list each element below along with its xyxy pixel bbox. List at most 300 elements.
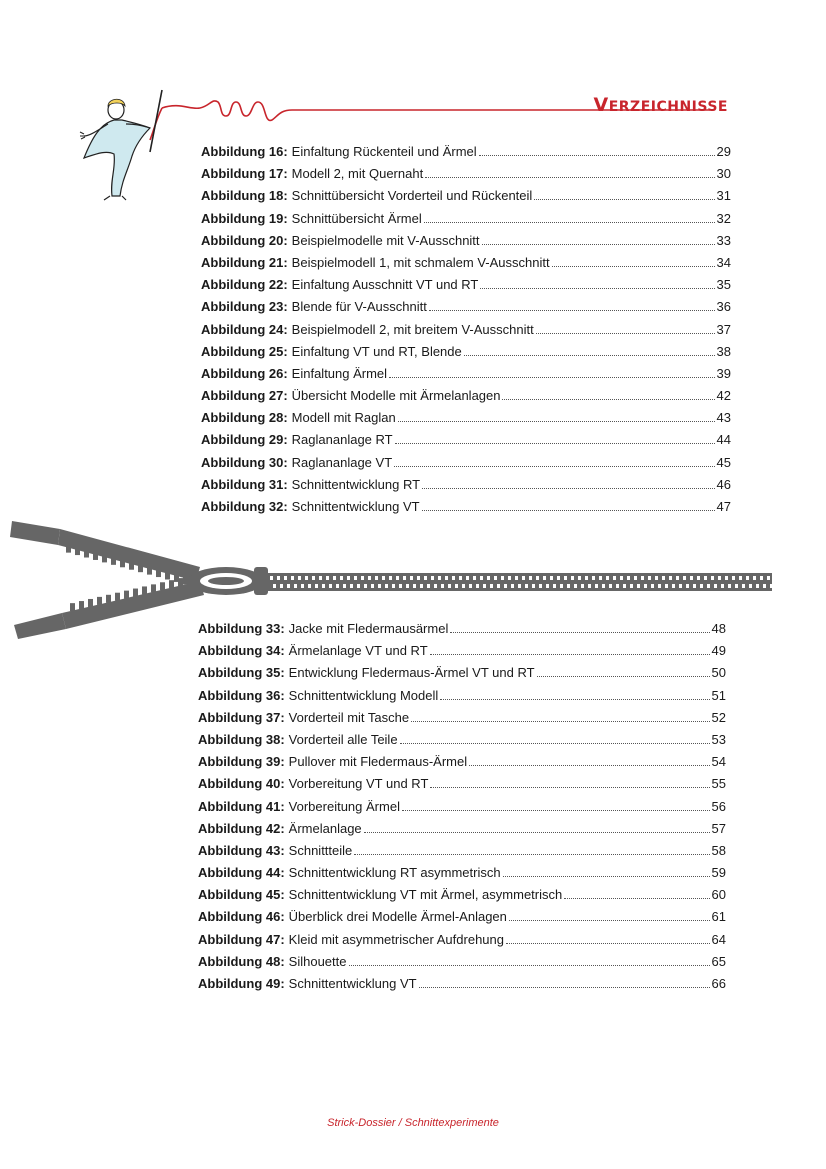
zipper-tooth bbox=[543, 576, 546, 580]
zipper-tooth bbox=[588, 584, 591, 588]
zipper-tooth bbox=[291, 576, 294, 580]
figure-label: Abbildung 24: bbox=[201, 321, 288, 337]
figure-title: Überblick drei Modelle Ärmel-Anlagen bbox=[288, 909, 507, 925]
figure-title: Schnittentwicklung VT bbox=[288, 976, 417, 991]
toc-entry[interactable] bbox=[201, 410, 731, 432]
dot-leader bbox=[464, 355, 715, 356]
zipper-tooth bbox=[403, 576, 406, 580]
figure-label: Abbildung 36: bbox=[198, 687, 285, 703]
dot-leader bbox=[506, 943, 710, 944]
page-number: 31 bbox=[716, 188, 731, 204]
toc-entry[interactable] bbox=[198, 754, 726, 776]
figure-title: Blende für V-Ausschnitt bbox=[291, 299, 427, 315]
dot-leader bbox=[349, 965, 710, 966]
figure-label: Abbildung 40: bbox=[198, 776, 285, 792]
figure-label: Abbildung 33: bbox=[198, 621, 285, 636]
figure-title: Vorderteil alle Teile bbox=[288, 731, 398, 747]
zipper-tooth bbox=[630, 584, 633, 588]
toc-entry[interactable] bbox=[198, 776, 726, 798]
page-number: 32 bbox=[716, 210, 731, 226]
page-number: 56 bbox=[711, 798, 726, 814]
zipper-tooth bbox=[746, 576, 749, 580]
figure-label: Abbildung 25: bbox=[201, 343, 288, 359]
zipper-tooth bbox=[683, 576, 686, 580]
zipper-tooth bbox=[546, 584, 549, 588]
zipper-tooth bbox=[445, 576, 448, 580]
page-number: 35 bbox=[716, 277, 731, 293]
page-number: 50 bbox=[711, 665, 726, 681]
figure-title: Einfaltung Ärmel bbox=[291, 365, 388, 381]
zipper-tooth bbox=[494, 576, 497, 580]
section-title-rest: ERZEICHNISSE bbox=[608, 99, 728, 115]
zipper-tooth bbox=[350, 584, 353, 588]
dot-leader bbox=[479, 155, 715, 156]
zipper-tooth bbox=[574, 584, 577, 588]
page-number: 42 bbox=[716, 388, 731, 404]
toc-entry[interactable] bbox=[198, 932, 726, 954]
zipper-tooth bbox=[462, 584, 465, 588]
zipper-tooth bbox=[665, 584, 668, 588]
zipper-tooth bbox=[553, 584, 556, 588]
zipper-tooth bbox=[672, 584, 675, 588]
zipper-tooth bbox=[406, 584, 409, 588]
dot-leader bbox=[503, 876, 710, 877]
zipper-tooth bbox=[511, 584, 514, 588]
page-number: 46 bbox=[716, 476, 731, 492]
zipper-tooth bbox=[742, 584, 745, 588]
dot-leader bbox=[402, 810, 710, 811]
zipper-tooth bbox=[711, 576, 714, 580]
zipper-tooth bbox=[525, 584, 528, 588]
toc-entry[interactable] bbox=[201, 322, 731, 344]
toc-entry[interactable] bbox=[201, 299, 731, 321]
dot-leader bbox=[354, 854, 709, 855]
footer-text: Strick-Dossier / Schnittexperimente bbox=[327, 1117, 499, 1129]
toc-entry[interactable] bbox=[201, 144, 731, 166]
zipper-tooth bbox=[693, 584, 696, 588]
toc-entry[interactable] bbox=[198, 710, 726, 732]
zipper-tooth bbox=[308, 584, 311, 588]
figure-label: Abbildung 31: bbox=[201, 476, 288, 492]
zipper-tooth bbox=[129, 562, 134, 570]
dot-leader bbox=[509, 920, 710, 921]
toc-entry[interactable] bbox=[201, 233, 731, 255]
zipper-tooth bbox=[79, 601, 84, 609]
zipper-tooth bbox=[613, 576, 616, 580]
figure-label: Abbildung 41: bbox=[198, 798, 285, 814]
page-number: 58 bbox=[711, 842, 726, 858]
zipper-tooth bbox=[270, 576, 273, 580]
dot-leader bbox=[482, 244, 715, 245]
figure-title: Schnittentwicklung VT mit Ärmel, asymmetrisch bbox=[288, 887, 563, 903]
zipper-tooth bbox=[434, 584, 437, 588]
figure-title: Ärmelanlage VT und RT bbox=[288, 643, 428, 659]
toc-entry[interactable] bbox=[198, 976, 726, 998]
page-number: 65 bbox=[711, 953, 726, 969]
zipper-tooth bbox=[120, 559, 125, 567]
zipper-tooth bbox=[679, 584, 682, 588]
dot-leader bbox=[398, 421, 715, 422]
zipper-tooth bbox=[487, 576, 490, 580]
figure-title: Schnittentwicklung VT bbox=[291, 499, 420, 514]
zipper-tooth bbox=[501, 576, 504, 580]
zipper-tooth bbox=[165, 572, 170, 580]
toc-entry[interactable] bbox=[201, 211, 731, 233]
zipper-tooth bbox=[147, 567, 152, 575]
zipper-tooth bbox=[178, 578, 183, 586]
toc-entry[interactable] bbox=[201, 455, 731, 477]
zipper-tooth bbox=[413, 584, 416, 588]
zipper-tooth bbox=[515, 576, 518, 580]
zipper-tooth bbox=[662, 576, 665, 580]
page-number: 44 bbox=[716, 432, 731, 448]
page-number: 61 bbox=[711, 909, 726, 925]
zipper-tooth bbox=[111, 557, 116, 565]
zipper-tooth bbox=[287, 584, 290, 588]
zipper-tooth bbox=[634, 576, 637, 580]
figure-label: Abbildung 26: bbox=[201, 365, 288, 381]
zipper-tooth bbox=[518, 584, 521, 588]
dot-leader bbox=[480, 288, 714, 289]
zipper-tooth bbox=[609, 584, 612, 588]
figure-title: Modell 2, mit Quernaht bbox=[291, 166, 424, 182]
zipper-tooth bbox=[504, 584, 507, 588]
zipper-tooth bbox=[298, 576, 301, 580]
page-number: 51 bbox=[711, 687, 726, 703]
figure-title: Vorbereitung Ärmel bbox=[288, 798, 400, 814]
toc-entry[interactable] bbox=[201, 255, 731, 277]
dot-leader bbox=[425, 177, 714, 178]
figure-title: Schnittentwicklung RT asymmetrisch bbox=[288, 865, 501, 881]
figure-label: Abbildung 21: bbox=[201, 254, 288, 270]
dot-leader bbox=[534, 199, 714, 200]
zipper-tooth bbox=[697, 576, 700, 580]
toc-entry[interactable] bbox=[201, 432, 731, 454]
toc-entry[interactable] bbox=[198, 843, 726, 865]
zipper-tooth bbox=[770, 584, 773, 588]
figure-label: Abbildung 20: bbox=[201, 232, 288, 248]
zipper-tooth bbox=[84, 550, 89, 558]
zipper-tooth bbox=[714, 584, 717, 588]
zipper-tooth bbox=[497, 584, 500, 588]
toc-entry[interactable] bbox=[198, 799, 726, 821]
figure-label: Abbildung 42: bbox=[198, 820, 285, 836]
figure-title: Schnittteile bbox=[288, 842, 353, 858]
zipper-tooth bbox=[396, 576, 399, 580]
zipper-tooth bbox=[315, 584, 318, 588]
zipper-tooth bbox=[539, 584, 542, 588]
zipper-tooth bbox=[466, 576, 469, 580]
figure-label: Abbildung 45: bbox=[198, 887, 285, 903]
figure-title: Raglananlage RT bbox=[291, 432, 393, 448]
page-number: 34 bbox=[716, 254, 731, 270]
zipper-tooth bbox=[469, 584, 472, 588]
zipper-tooth bbox=[115, 593, 120, 601]
zipper-tooth bbox=[364, 584, 367, 588]
zipper-tooth bbox=[616, 584, 619, 588]
toc-entry[interactable] bbox=[201, 366, 731, 388]
figure-label: Abbildung 28: bbox=[201, 410, 288, 426]
zipper-tooth bbox=[347, 576, 350, 580]
zipper-tooth bbox=[427, 584, 430, 588]
dot-leader bbox=[564, 898, 709, 899]
dot-leader bbox=[422, 488, 714, 489]
zipper-tooth bbox=[550, 576, 553, 580]
zipper-tooth bbox=[424, 576, 427, 580]
zipper-tooth bbox=[735, 584, 738, 588]
figure-title: Modell mit Raglan bbox=[291, 410, 396, 426]
figure-list-part-1 bbox=[201, 144, 731, 521]
dot-leader bbox=[430, 787, 709, 788]
zipper-tooth bbox=[438, 576, 441, 580]
zipper-tooth bbox=[106, 595, 111, 603]
zipper-tooth bbox=[333, 576, 336, 580]
page-number: 47 bbox=[716, 499, 731, 514]
figure-label: Abbildung 39: bbox=[198, 754, 285, 770]
zipper-tooth bbox=[728, 584, 731, 588]
zipper-tooth bbox=[490, 584, 493, 588]
zipper-tooth bbox=[280, 584, 283, 588]
zipper-tooth bbox=[564, 576, 567, 580]
toc-entry[interactable] bbox=[198, 643, 726, 665]
dot-leader bbox=[429, 310, 715, 311]
zipper-tooth bbox=[392, 584, 395, 588]
dot-leader bbox=[395, 443, 715, 444]
zipper-tooth bbox=[536, 576, 539, 580]
figure-title: Einfaltung VT und RT, Blende bbox=[291, 343, 462, 359]
toc-entry[interactable] bbox=[198, 732, 726, 754]
page-number: 57 bbox=[711, 820, 726, 836]
zipper-tooth bbox=[277, 576, 280, 580]
zipper-tooth bbox=[529, 576, 532, 580]
figure-title: Entwicklung Fledermaus-Ärmel VT und RT bbox=[288, 665, 535, 681]
zipper-tooth bbox=[160, 582, 165, 590]
page-number: 36 bbox=[716, 299, 731, 315]
zipper-tooth bbox=[305, 576, 308, 580]
zipper-tooth bbox=[385, 584, 388, 588]
zipper-tooth bbox=[725, 576, 728, 580]
figure-title: Vorbereitung VT und RT bbox=[288, 776, 429, 792]
figure-label: Abbildung 49: bbox=[198, 976, 285, 991]
figure-title: Schnittübersicht Vorderteil und Rückenteil bbox=[291, 188, 533, 204]
toc-entry[interactable] bbox=[198, 821, 726, 843]
zipper-tooth bbox=[581, 584, 584, 588]
dot-leader bbox=[536, 333, 715, 334]
zipper-tooth bbox=[124, 591, 129, 599]
zipper-tooth bbox=[322, 584, 325, 588]
zipper-tooth bbox=[273, 584, 276, 588]
zipper-tooth bbox=[732, 576, 735, 580]
zipper-tooth bbox=[142, 586, 147, 594]
toc-entry[interactable] bbox=[201, 344, 731, 366]
section-title-initial: V bbox=[593, 94, 609, 116]
zipper-tooth bbox=[753, 576, 756, 580]
toc-entry[interactable] bbox=[201, 166, 731, 188]
toc-entry[interactable] bbox=[198, 665, 726, 687]
zipper-tooth bbox=[686, 584, 689, 588]
zipper-tooth bbox=[420, 584, 423, 588]
zipper-tooth bbox=[522, 576, 525, 580]
zipper-tooth bbox=[483, 584, 486, 588]
zipper-tooth bbox=[567, 584, 570, 588]
toc-entry[interactable] bbox=[198, 887, 726, 909]
page-number: 52 bbox=[711, 709, 726, 725]
page-number: 33 bbox=[716, 232, 731, 248]
figure-label: Abbildung 18: bbox=[201, 188, 288, 204]
figure-title: Silhouette bbox=[288, 953, 347, 969]
dot-leader bbox=[364, 832, 710, 833]
dot-leader bbox=[502, 399, 714, 400]
zipper-tooth bbox=[627, 576, 630, 580]
figure-label: Abbildung 23: bbox=[201, 299, 288, 315]
zipper-tooth bbox=[319, 576, 322, 580]
zipper-tooth bbox=[138, 564, 143, 572]
zipper-tooth bbox=[88, 599, 93, 607]
zipper-tooth bbox=[431, 576, 434, 580]
zipper-tooth bbox=[508, 576, 511, 580]
zipper-tooth bbox=[760, 576, 763, 580]
toc-entry[interactable] bbox=[198, 688, 726, 710]
page-number: 39 bbox=[716, 365, 731, 381]
toc-entry[interactable] bbox=[201, 188, 731, 210]
page-number: 55 bbox=[711, 776, 726, 792]
page-number: 45 bbox=[716, 454, 731, 470]
zipper-tooth bbox=[644, 584, 647, 588]
zipper-tooth bbox=[557, 576, 560, 580]
zipper-tooth bbox=[97, 597, 102, 605]
zipper-tooth bbox=[448, 584, 451, 588]
dot-leader bbox=[537, 676, 710, 677]
dot-leader bbox=[552, 266, 715, 267]
zipper-tooth bbox=[357, 584, 360, 588]
zipper-tooth bbox=[399, 584, 402, 588]
figure-title: Einfaltung Ausschnitt VT und RT bbox=[291, 277, 479, 293]
figure-label: Abbildung 30: bbox=[201, 454, 288, 470]
page-number: 59 bbox=[711, 865, 726, 881]
zipper-tooth bbox=[133, 589, 138, 597]
page-number: 37 bbox=[716, 321, 731, 337]
zipper-tooth bbox=[707, 584, 710, 588]
dot-leader bbox=[469, 765, 709, 766]
figure-label: Abbildung 37: bbox=[198, 709, 285, 725]
zipper-tooth bbox=[169, 580, 174, 588]
dot-leader bbox=[450, 632, 709, 633]
figure-label: Abbildung 38: bbox=[198, 731, 285, 747]
dot-leader bbox=[394, 466, 714, 467]
zipper-tooth bbox=[704, 576, 707, 580]
figure-list-part-2 bbox=[198, 621, 726, 998]
figure-label: Abbildung 44: bbox=[198, 865, 285, 881]
zipper-tooth bbox=[532, 584, 535, 588]
figure-title: Raglananlage VT bbox=[291, 454, 393, 470]
figure-label: Abbildung 27: bbox=[201, 388, 288, 404]
toc-entry[interactable] bbox=[198, 865, 726, 887]
zipper-tooth bbox=[371, 584, 374, 588]
zipper-tooth bbox=[756, 584, 759, 588]
toc-entry[interactable] bbox=[198, 954, 726, 976]
zipper-tooth bbox=[585, 576, 588, 580]
zipper-tooth bbox=[651, 584, 654, 588]
figure-label: Abbildung 47: bbox=[198, 931, 285, 947]
zipper-tooth bbox=[340, 576, 343, 580]
zipper-tooth bbox=[455, 584, 458, 588]
zipper-tooth bbox=[75, 547, 80, 555]
zipper-tooth bbox=[721, 584, 724, 588]
toc-entry[interactable] bbox=[198, 621, 726, 643]
page-number: 30 bbox=[716, 166, 731, 182]
dot-leader bbox=[419, 987, 710, 988]
figure-label: Abbildung 16: bbox=[201, 144, 288, 159]
figure-label: Abbildung 32: bbox=[201, 499, 288, 514]
figure-label: Abbildung 22: bbox=[201, 277, 288, 293]
zipper-tooth bbox=[70, 603, 75, 611]
figure-label: Abbildung 17: bbox=[201, 166, 288, 182]
page-number: 54 bbox=[711, 754, 726, 770]
zipper-tooth bbox=[669, 576, 672, 580]
zipper-tooth bbox=[378, 584, 381, 588]
page-number: 48 bbox=[711, 621, 726, 636]
zipper-tooth bbox=[294, 584, 297, 588]
zipper-tooth bbox=[156, 569, 161, 577]
zipper-tooth bbox=[102, 554, 107, 562]
figure-title: Vorderteil mit Tasche bbox=[288, 709, 410, 725]
figure-title: Kleid mit asymmetrischer Aufdrehung bbox=[288, 931, 504, 947]
figure-label: Abbildung 29: bbox=[201, 432, 288, 448]
figure-title: Übersicht Modelle mit Ärmelanlagen bbox=[291, 388, 501, 404]
zipper-tooth bbox=[739, 576, 742, 580]
zipper-tooth bbox=[480, 576, 483, 580]
zipper-tooth bbox=[343, 584, 346, 588]
page-number: 43 bbox=[716, 410, 731, 426]
figure-title: Schnittübersicht Ärmel bbox=[291, 210, 422, 226]
zipper-tooth bbox=[676, 576, 679, 580]
zipper-tooth bbox=[382, 576, 385, 580]
zipper-tooth bbox=[592, 576, 595, 580]
page-number: 66 bbox=[711, 976, 726, 991]
toc-entry[interactable] bbox=[201, 477, 731, 499]
toc-entry[interactable] bbox=[201, 388, 731, 410]
zipper-tooth bbox=[641, 576, 644, 580]
zipper-tooth bbox=[658, 584, 661, 588]
zipper-tooth bbox=[452, 576, 455, 580]
zipper-tooth bbox=[312, 576, 315, 580]
zipper-tooth bbox=[336, 584, 339, 588]
zipper-tooth bbox=[700, 584, 703, 588]
figure-label: Abbildung 34: bbox=[198, 643, 285, 659]
zipper-tooth bbox=[620, 576, 623, 580]
figure-title: Einfaltung Rückenteil und Ärmel bbox=[291, 144, 477, 159]
zipper-tooth bbox=[410, 576, 413, 580]
figure-title: Schnittentwicklung RT bbox=[291, 476, 421, 492]
zipper-tooth bbox=[602, 584, 605, 588]
zipper-tooth bbox=[560, 584, 563, 588]
zipper-tooth bbox=[571, 576, 574, 580]
zipper-tooth bbox=[284, 576, 287, 580]
zipper-tooth bbox=[623, 584, 626, 588]
zipper-tooth bbox=[441, 584, 444, 588]
dot-leader bbox=[440, 699, 709, 700]
zipper-tooth bbox=[595, 584, 598, 588]
zipper-tooth bbox=[655, 576, 658, 580]
zipper-tooth bbox=[326, 576, 329, 580]
zipper-tooth bbox=[361, 576, 364, 580]
figure-title: Beispielmodelle mit V-Ausschnitt bbox=[291, 232, 480, 248]
figure-title: Beispielmodell 1, mit schmalem V-Ausschnitt bbox=[291, 254, 550, 270]
toc-entry[interactable] bbox=[198, 909, 726, 931]
toc-entry[interactable] bbox=[201, 277, 731, 299]
zipper-tooth bbox=[476, 584, 479, 588]
zipper-tooth bbox=[473, 576, 476, 580]
